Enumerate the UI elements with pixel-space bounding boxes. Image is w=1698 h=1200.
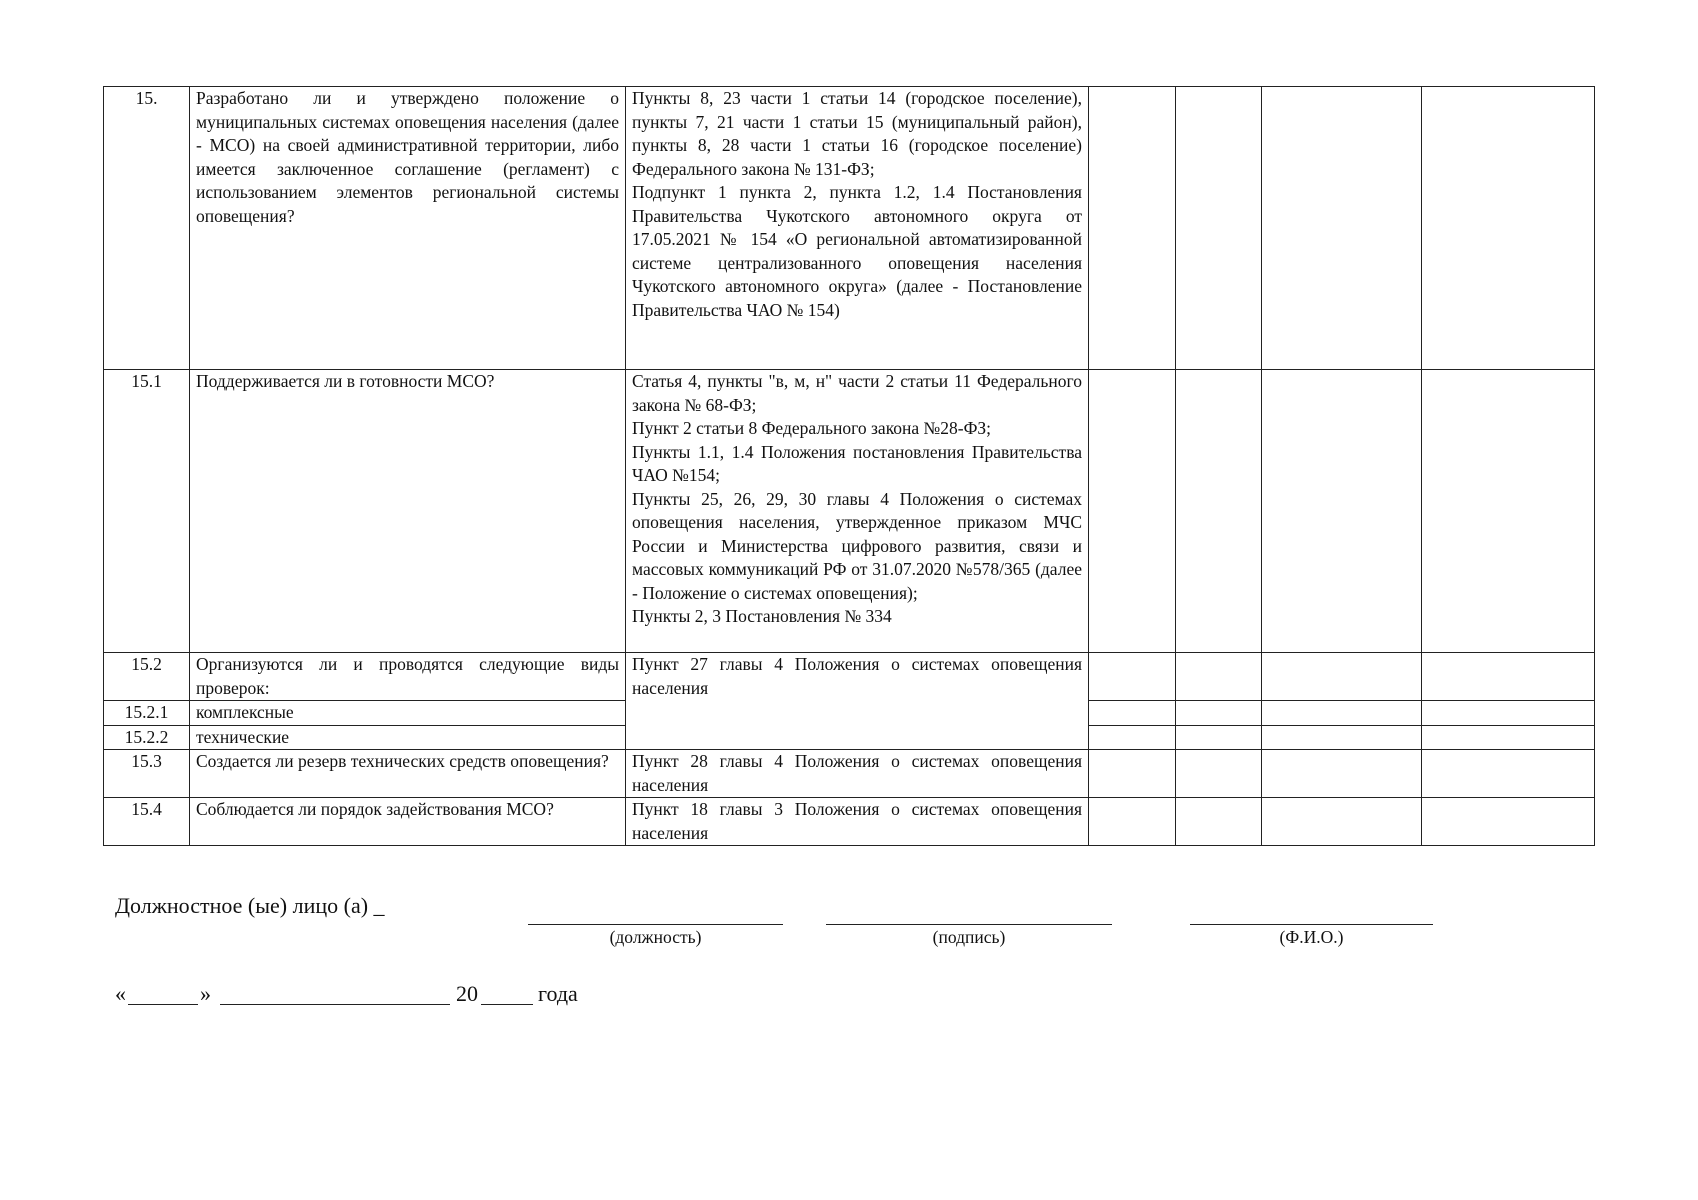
legal-ref: Пункт 27 главы 4 Положения о системах оповещения населения (632, 654, 1082, 698)
answer-cell[interactable] (1089, 87, 1176, 370)
legal-ref: Пункты 2, 3 Постановления № 334 (632, 606, 892, 626)
position-line[interactable] (528, 924, 783, 925)
row-question: Поддерживается ли в готовности МСО? (190, 370, 626, 653)
row-legal-refs (626, 653, 1089, 750)
month-line[interactable] (220, 1004, 450, 1005)
legal-ref: Подпункт 1 пункта 2, пункта 1.2, 1.4 Постановления Правительства Чукотского автономного округа от 17.05.2021 № 154 «О региональной автоматизированной системе централизованного оповещения населения Чукотского автономного округа» (далее - Постановление Правительства ЧАО № 154) (632, 182, 1082, 320)
officials-label: Должностное (ые) лицо (а) _ (115, 893, 385, 918)
row-question: технические (190, 725, 626, 750)
table-row (104, 653, 1595, 701)
answer-cell[interactable] (1089, 370, 1176, 653)
table-row (104, 87, 1595, 370)
name-line[interactable] (1190, 924, 1433, 925)
row-legal-refs (626, 750, 1089, 798)
legal-ref: Пункты 8, 23 части 1 статьи 14 (городское поселение), пункты 7, 21 части 1 статьи 15 (муниципальный район), пункты 8, 28 части 1 статьи 16 (городское поселение) Федерального закона № 131-ФЗ; (632, 88, 1082, 179)
answer-cell[interactable] (1089, 725, 1176, 750)
row-number: 15. (104, 87, 190, 370)
row-question: Соблюдается ли порядок задействования МСО? (190, 798, 626, 846)
answer-cell[interactable] (1262, 653, 1422, 701)
table-row (104, 750, 1595, 798)
note-cell[interactable] (1422, 653, 1595, 701)
legal-ref: Пункт 2 статьи 8 Федерального закона №28-ФЗ; (632, 418, 992, 438)
signature-line[interactable] (826, 924, 1112, 925)
table-row (104, 370, 1595, 653)
answer-cell[interactable] (1176, 370, 1262, 653)
answer-cell[interactable] (1176, 701, 1262, 726)
answer-cell[interactable] (1262, 725, 1422, 750)
row-number: 15.3 (104, 750, 190, 798)
signature-caption: (подпись) (932, 927, 1006, 947)
answer-cell[interactable] (1262, 701, 1422, 726)
legal-ref: Пункт 28 главы 4 Положения о системах оповещения населения (632, 751, 1082, 795)
answer-cell[interactable] (1089, 653, 1176, 701)
answer-cell[interactable] (1089, 701, 1176, 726)
answer-cell[interactable] (1176, 798, 1262, 846)
answer-cell[interactable] (1176, 750, 1262, 798)
answer-cell[interactable] (1262, 750, 1422, 798)
answer-cell[interactable] (1176, 653, 1262, 701)
year-prefix: 20 (456, 981, 478, 1006)
note-cell[interactable] (1422, 370, 1595, 653)
date-open-quote: « (115, 981, 126, 1006)
row-number: 15.2.2 (104, 725, 190, 750)
row-number: 15.2 (104, 653, 190, 701)
table-row (104, 798, 1595, 846)
year-line[interactable] (481, 1004, 533, 1005)
legal-ref: Пункт 18 главы 3 Положения о системах оповещения населения (632, 799, 1082, 843)
answer-cell[interactable] (1262, 798, 1422, 846)
note-cell[interactable] (1422, 750, 1595, 798)
answer-cell[interactable] (1262, 370, 1422, 653)
checklist-table (103, 86, 1595, 846)
row-number: 15.4 (104, 798, 190, 846)
answer-cell[interactable] (1176, 87, 1262, 370)
day-line[interactable] (128, 1004, 198, 1005)
note-cell[interactable] (1422, 87, 1595, 370)
row-question: Создается ли резерв технических средств оповещения? (190, 750, 626, 798)
row-question: Организуются ли и проводятся следующие виды проверок: (190, 653, 626, 701)
row-question: комплексные (190, 701, 626, 726)
legal-ref: Пункты 1.1, 1.4 Положения постановления Правительства ЧАО №154; (632, 441, 1082, 485)
note-cell[interactable] (1422, 798, 1595, 846)
row-legal-refs (626, 370, 1089, 653)
legal-ref: Статья 4, пункты "в, м, н" части 2 статьи 11 Федерального закона № 68-ФЗ; (632, 371, 1082, 415)
answer-cell[interactable] (1176, 725, 1262, 750)
row-question: Разработано ли и утверждено положение о муниципальных системах оповещения населения (далее - МСО) на своей административной территории, либо имеется заключенное соглашение (регламент) с использованием элементов региональной системы оповещения? (190, 87, 626, 370)
answer-cell[interactable] (1089, 750, 1176, 798)
legal-ref: Пункты 25, 26, 29, 30 главы 4 Положения о системах оповещения населения, утвержденное приказом МЧС России и Министерства цифрового развития, связи и массовых коммуникаций РФ от 31.07.2020 №578/365 (далее - Положение о системах оповещения); (632, 488, 1082, 603)
answer-cell[interactable] (1262, 87, 1422, 370)
position-caption: (должность) (609, 927, 702, 947)
date-close-quote: » (200, 981, 211, 1006)
row-number: 15.1 (104, 370, 190, 653)
answer-cell[interactable] (1089, 798, 1176, 846)
name-caption: (Ф.И.О.) (1279, 927, 1344, 947)
row-number: 15.2.1 (104, 701, 190, 726)
note-cell[interactable] (1422, 701, 1595, 726)
row-legal-refs (626, 87, 1089, 370)
note-cell[interactable] (1422, 725, 1595, 750)
year-suffix: года (538, 981, 578, 1006)
row-legal-refs (626, 798, 1089, 846)
